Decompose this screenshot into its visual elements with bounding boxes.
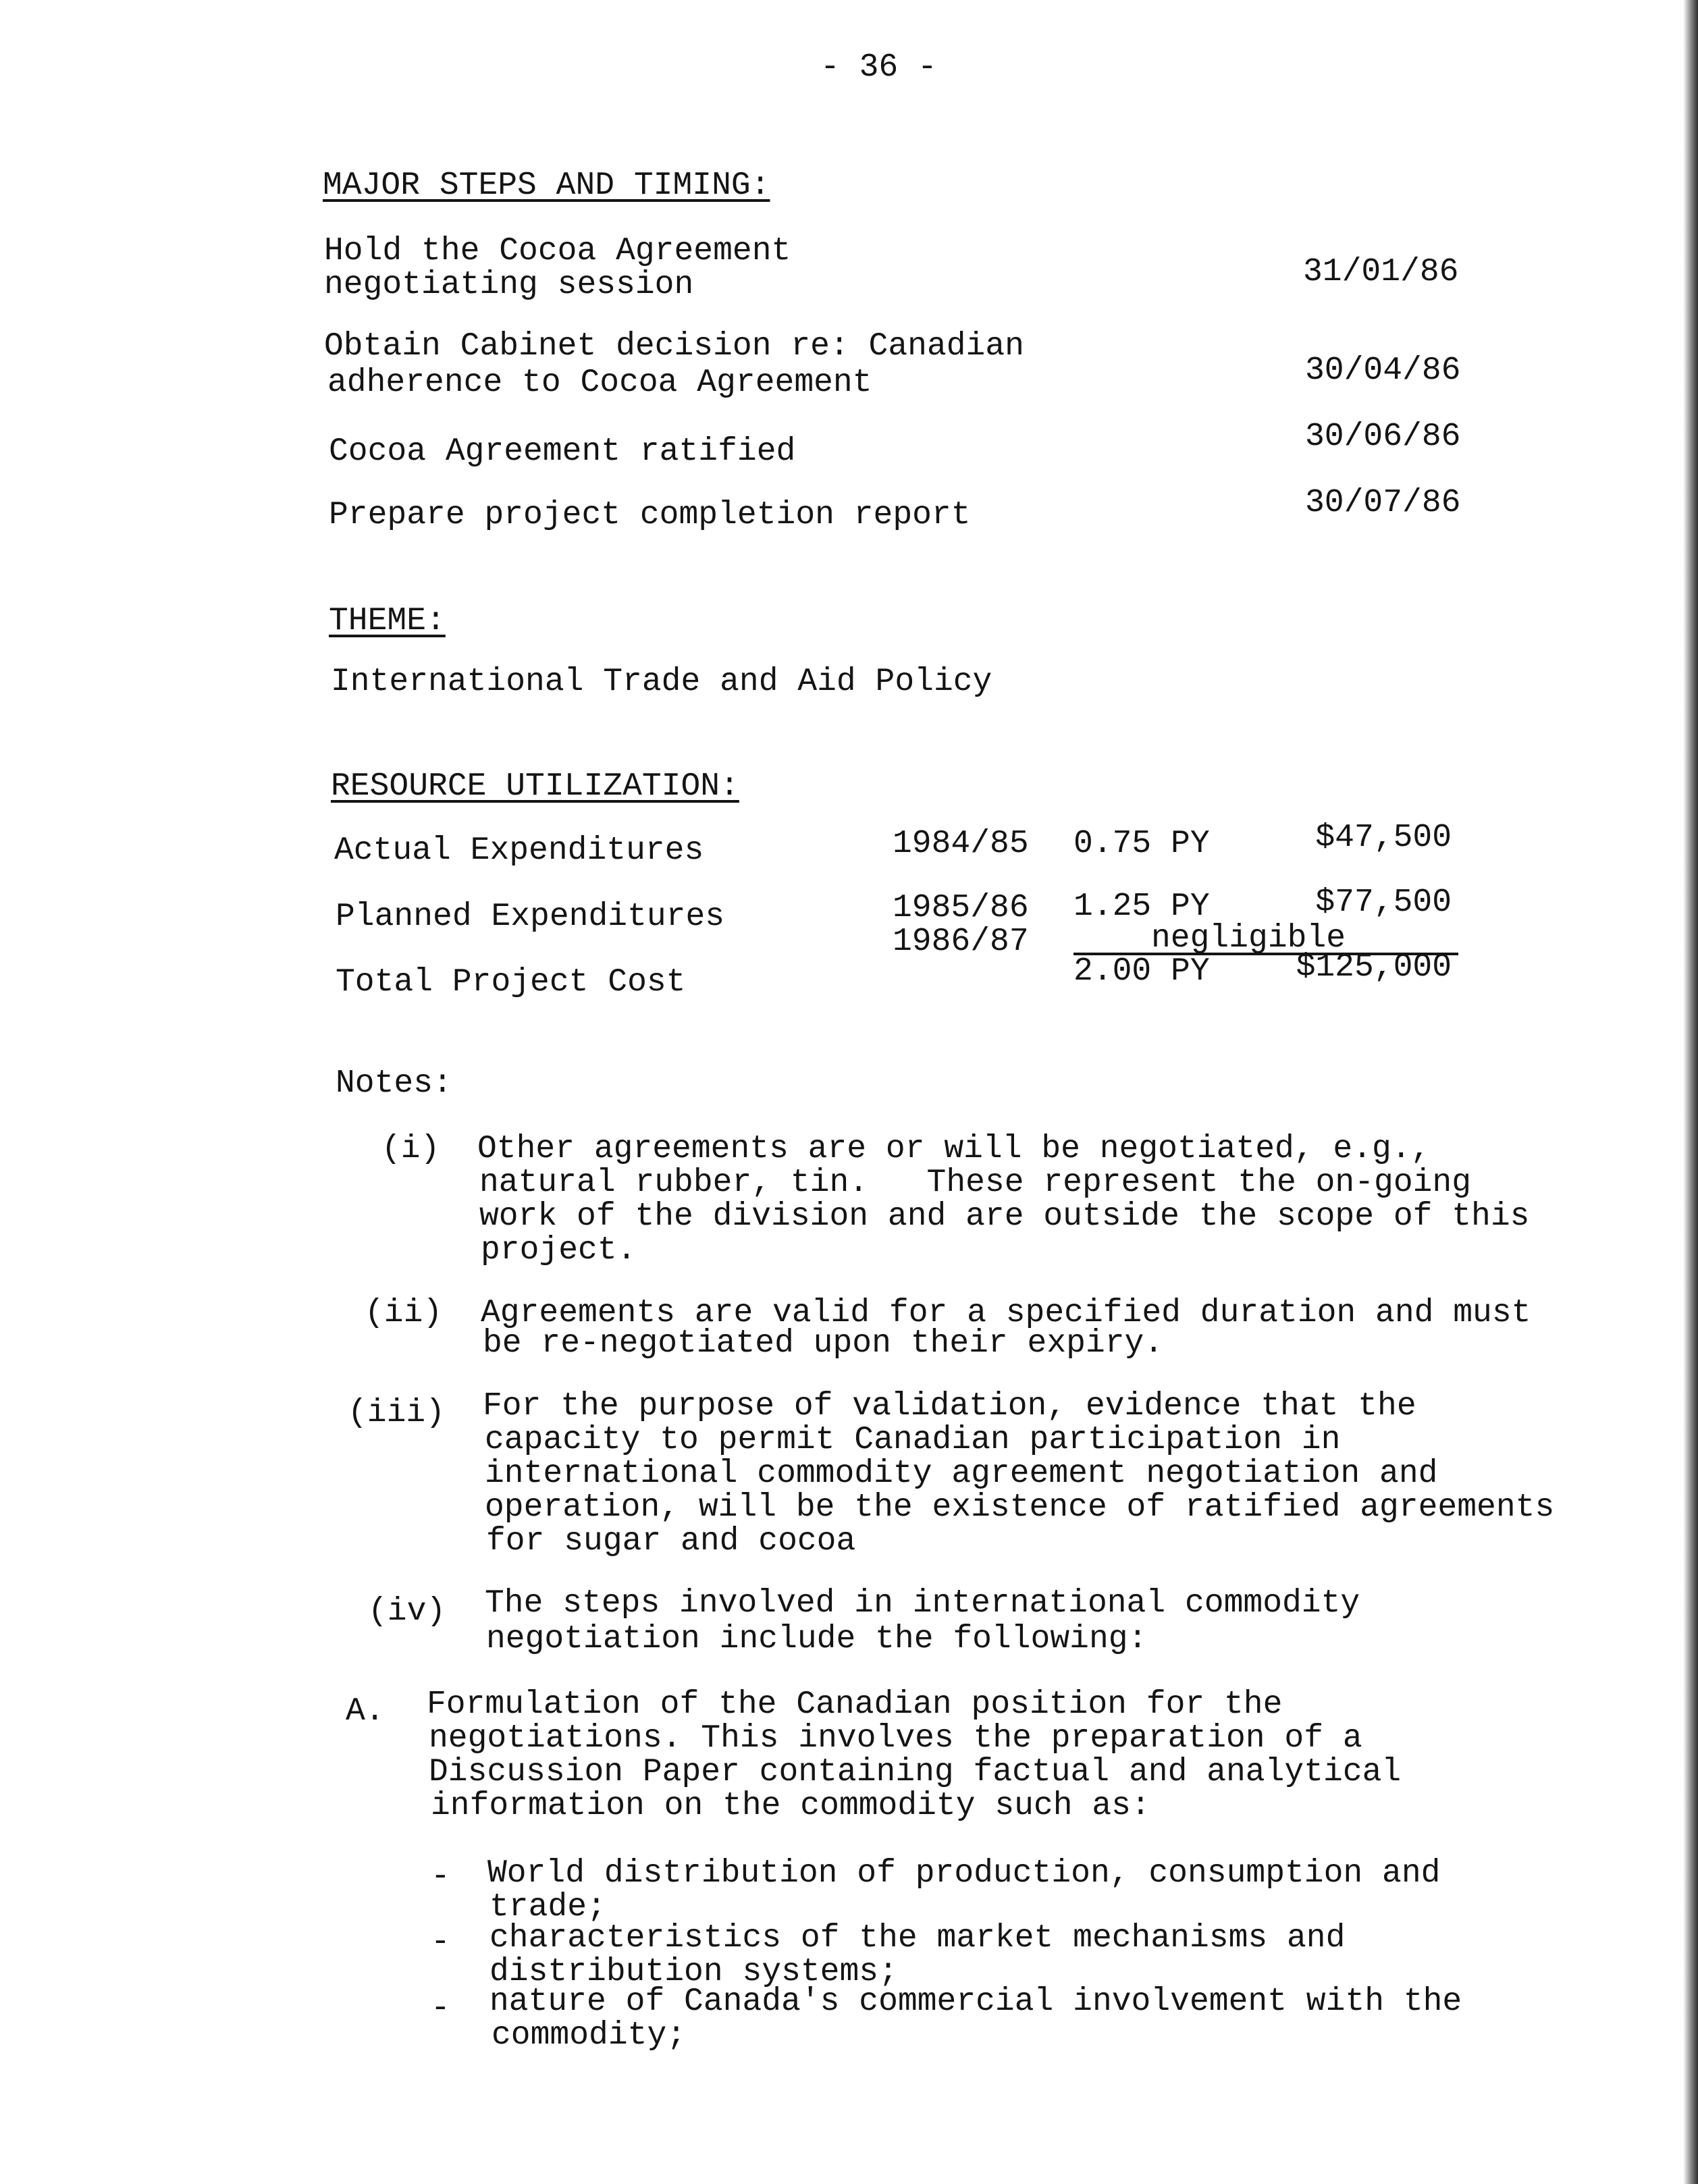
actual-expenditures-py: 0.75 PY	[1073, 826, 1210, 862]
step-2-line-2: adherence to Cocoa Agreement	[327, 365, 872, 401]
page-number: - 36 -	[820, 49, 937, 86]
note-iv-marker: (iv)	[368, 1593, 446, 1630]
step-1-line-1: Hold the Cocoa Agreement	[324, 233, 791, 269]
bullet-2-line-2: distribution systems;	[489, 1954, 898, 1990]
note-ii-marker: (ii)	[365, 1295, 443, 1331]
section-a-line-1: Formulation of the Canadian position for the	[427, 1686, 1283, 1723]
note-i-line-3: work of the division and are outside the scope of this	[479, 1198, 1530, 1235]
page-edge-shadow	[1683, 0, 1698, 2184]
planned-expenditures-label: Planned Expenditures	[336, 899, 725, 935]
bullet-3-dash: -	[431, 1990, 450, 2027]
bullet-2-dash: -	[431, 1924, 450, 1961]
step-2-date: 30/04/86	[1305, 352, 1461, 389]
note-iv-line-2: negotiation include the following:	[486, 1621, 1148, 1657]
note-ii-line-2: be re-negotiated upon their expiry.	[483, 1325, 1164, 1362]
note-iii-marker: (iii)	[348, 1395, 446, 1431]
step-4-text: Prepare project completion report	[329, 497, 971, 533]
planned-expenditures-year-2: 1986/87	[893, 924, 1029, 960]
note-iv-line-1: The steps involved in international commodity	[485, 1585, 1360, 1622]
bullet-1-dash: -	[431, 1859, 450, 1895]
note-iii-line-2: capacity to permit Canadian participation in	[485, 1422, 1341, 1458]
total-cost-label: Total Project Cost	[336, 964, 686, 1001]
note-iii-line-4: operation, will be the existence of ratified agreements	[485, 1489, 1555, 1526]
note-ii-line-1: Agreements are valid for a specified duration and must	[481, 1295, 1531, 1331]
section-a-line-3: Discussion Paper containing factual and analytical	[429, 1754, 1402, 1790]
actual-expenditures-amount: $47,500	[1315, 820, 1452, 856]
theme-heading: THEME:	[329, 603, 446, 639]
note-iii-line-1: For the purpose of validation, evidence that the	[483, 1388, 1416, 1424]
note-i-line-1: Other agreements are or will be negotiated, e.g.,	[477, 1131, 1431, 1167]
notes-heading: Notes:	[336, 1065, 452, 1102]
planned-expenditures-amount: $77,500	[1315, 884, 1452, 921]
major-steps-heading: MAJOR STEPS AND TIMING:	[323, 167, 770, 204]
step-1-date: 31/01/86	[1303, 254, 1459, 290]
step-3-text: Cocoa Agreement ratified	[329, 433, 796, 470]
planned-expenditures-note: negligible	[1151, 920, 1346, 957]
resource-heading: RESOURCE UTILIZATION:	[331, 768, 739, 805]
bullet-2-line-1: characteristics of the market mechanisms and	[489, 1920, 1346, 1956]
section-a-line-4: information on the commodity such as:	[431, 1788, 1150, 1824]
note-i-line-2: natural rubber, tin. These represent the on-going	[479, 1165, 1472, 1201]
note-i-marker: (i)	[381, 1131, 440, 1167]
actual-expenditures-label: Actual Expenditures	[334, 832, 704, 869]
step-1-line-2: negotiating session	[324, 267, 694, 303]
planned-expenditures-year-1: 1985/86	[893, 890, 1029, 926]
note-iii-line-5: for sugar and cocoa	[486, 1523, 856, 1560]
bullet-3-line-2: commodity;	[492, 2017, 687, 2054]
bullet-3-line-1: nature of Canada's commercial involvement with the	[489, 1983, 1462, 2020]
bullet-1-line-1: World distribution of production, consumption and	[487, 1855, 1441, 1892]
actual-expenditures-year: 1984/85	[893, 826, 1029, 862]
total-cost-amount: $125,000	[1296, 949, 1452, 986]
bullet-1-line-2: trade;	[489, 1889, 606, 1925]
section-a-line-2: negotiations. This involves the preparation of a	[429, 1720, 1362, 1757]
step-2-line-1: Obtain Cabinet decision re: Canadian	[324, 328, 1024, 365]
planned-expenditures-py: 1.25 PY	[1073, 888, 1210, 925]
total-cost-py: 2.00 PY	[1073, 953, 1210, 990]
note-iii-line-3: international commodity agreement negotiation and	[485, 1456, 1438, 1492]
step-3-date: 30/06/86	[1305, 419, 1461, 455]
step-4-date: 30/07/86	[1305, 485, 1461, 521]
theme-text: International Trade and Aid Policy	[331, 664, 992, 700]
section-a-marker: A.	[346, 1693, 385, 1730]
note-i-line-4: project.	[481, 1232, 637, 1269]
